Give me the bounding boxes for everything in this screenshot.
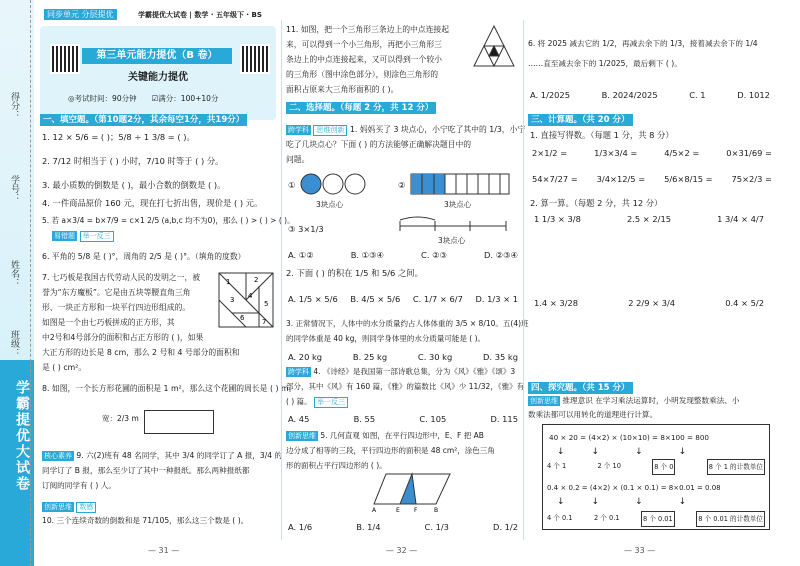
- q5-more-link[interactable]: 举一反三: [80, 231, 114, 242]
- q4-options: A. 45 B. 55 C. 105 D. 115: [288, 414, 518, 424]
- q1-options: A. ①② B. ①③④ C. ②③ D. ②③④: [288, 250, 518, 260]
- page-number-33: — 33 —: [624, 546, 656, 555]
- tangram-num-3: 3: [230, 296, 235, 304]
- q3-fill: 3. 最小质数的倒数是 ( )，最小合数的倒数是 ( )。: [42, 180, 226, 190]
- q10-tag2: 数感: [76, 502, 96, 513]
- svg-text:E: E: [396, 507, 400, 512]
- q2-fill: 2. 7/12 时相当于 ( ) 小时，7/10 时等于 ( ) 分。: [42, 156, 224, 166]
- class-label: 班级：: [9, 330, 19, 357]
- q3-options: A. 20 kg B. 25 kg C. 30 kg D. 35 kg: [288, 352, 518, 362]
- q1-option-2-label: ②: [398, 180, 406, 190]
- q5-fill: 5. 若 a×3/4 = b×7/9 = c×1 2/5 (a,b,c 均不为0)，那么 ( ) > ( ) > ( )。: [42, 216, 295, 225]
- svg-text:B: B: [434, 507, 439, 512]
- q1-caption-2: 3块点心: [444, 200, 472, 209]
- q11-fill: 11. 如图，把一个三角形三条边上的中点连接起 来，可以得到一个小三角形，再把小三角形三 条边上的中点连接起来，又可以得到一个较小 的三角形（图中涂色部分），则涂色三角形的 面积占原来大三角形面积的 ( )。: [286, 25, 450, 94]
- three-circles-figure: [300, 172, 366, 196]
- page-number-32: — 32 —: [386, 546, 418, 555]
- student-id-label: 学号：: [9, 175, 19, 202]
- flowerbed-rectangle: [144, 410, 214, 434]
- tangram-num-4: 4: [248, 292, 253, 300]
- q9-fill: 核心素养 9. 六(2)班有 48 名同学，其中 3/4 的同学订了 A 报，3/4 的 同学订了 B 报，那么至少订了其中一种报纸。那么两种报纸都 订阅的同学有 ( ) 人。: [42, 451, 283, 490]
- q8-width-label: 宽：2/3 m: [102, 414, 139, 423]
- q6-options: A. 1/2025 B. 2024/2025 C. 1 D. 1012: [530, 90, 770, 100]
- explore-intro: 创新思维 推理意识 在学习乘法运算时，小明发现整数乘法、小 数乘法都可以用转化的道理进行计算。: [528, 396, 740, 419]
- direct-calc-row-1: 2×1/2 = 1/3×3/4 = 4/5×2 = 0×31/69 =: [532, 148, 772, 158]
- line-segment-figure: [398, 214, 508, 236]
- q2-options: A. 1/5 × 5/6 B. 4/5 × 5/6 C. 1/7 × 6/7 D. 1/3 × 1: [288, 294, 518, 304]
- unit-tag: 同步单元 分层提优: [44, 9, 117, 20]
- q2-choice: 2. 下面 ( ) 的积在 1/5 和 5/6 之间。: [286, 268, 423, 278]
- q9-tag: 核心素养: [44, 452, 72, 460]
- score-label: 得分：: [9, 92, 19, 119]
- q1-option-1-label: ①: [288, 180, 296, 190]
- transform-example-box: 40 × 20 = (4×2) × (10×10) = 8×100 = 800 ↓ ↓ ↓ ↓ 4 个 1 2 个 10 8 个 0 8 个 1 的计数单位 0.4 × 0.2 = (4×2) × (0.1 × 0.1) = 8×0.01 = 0.08 ↓ ↓ ↓ ↓ 4 个 0.1 2 个 0.1 8 个 0.01 8 个 0.01 的计数单位: [542, 424, 770, 530]
- tangram-num-6: 6: [240, 314, 245, 322]
- q3-choice: 3. 正常情况下，人体中的水分质量约占人体体重的 3/5 × 8/10。五(4)班 的同学体重是 40 kg，则同学身体里的水分质量可能是 ( )。: [286, 319, 529, 343]
- decimal-units: 4 个 0.1 2 个 0.1 8 个 0.01 8 个 0.01 的计数单位: [547, 511, 765, 527]
- compute-row-1: 1 1/3 × 3/8 2.5 × 2/15 1 3/4 × 4/7: [534, 214, 764, 224]
- q5-choice: 创新思维 5. 几何直观 如图，在平行四边形中，E、F 把 AB 边分成了相等的三段，平行四边形的面积是 48 cm²，涂色三角 形的面积占平行四边形的 ( )。: [286, 431, 495, 470]
- tangram-num-7: 7: [262, 318, 267, 326]
- q10-fill: 创新思维 数感 10. 三个连续奇数的倒数和是 71/105，那么这三个数是 ( )。: [42, 503, 249, 525]
- choice-section-heading: 二、选择题。（每题 2 分，共 12 分）: [286, 102, 436, 114]
- compute-row-2: 1.4 × 3/28 2 2/9 × 3/4 0.4 × 5/2: [534, 298, 764, 308]
- direct-calc-heading: 1. 直接写得数。（每题 1 分，共 8 分）: [530, 130, 674, 140]
- tangram-figure: [218, 272, 274, 328]
- page-number-31: — 31 —: [148, 546, 180, 555]
- column-1: [40, 0, 297, 566]
- q1-choice: 跨学科 思维创新 1. 妈妈买了 3 块点心，小宁吃了其中的 1/3，小宁 吃了几块点心？下面 ( ) 的方法能够正确解决题目中的 问题。: [286, 125, 526, 164]
- svg-text:A: A: [372, 507, 377, 512]
- series-vertical-title: 学霸提优大试卷: [14, 380, 30, 492]
- decimal-example: 0.4 × 0.2 = (4×2) × (0.1 × 0.1) = 8×0.01 = 0.08: [547, 484, 721, 492]
- integer-example: 40 × 20 = (4×2) × (10×10) = 8×100 = 800: [549, 433, 709, 442]
- q4-choice: 跨学科 4. 《诗经》是我国第一部诗歌总集，分为《风》《雅》《颂》3 部分，其中《风》有 160 篇，《雅》的篇数比《风》少 11/32，《雅》有 ( ) 篇。 举一反三: [286, 367, 525, 406]
- tangram-num-2: 2: [254, 276, 259, 284]
- calc-section-heading: 三、计算题。（共 20 分）: [528, 114, 633, 126]
- q7-fill: 7. 七巧板是我国古代劳动人民的发明之一，被 誉为“东方魔板”。它是由五块等腰直角三角 形、一块正方形和一块平行四边形组成的。 如图是一个由七巧板拼成的正方形，其 中2号和4号部分的面积和占正方形的 ( )，如果 大正方形的边长是 8 cm，那么 2 号和 4 号部分的面积和 是 ( ) cm²。: [42, 273, 240, 372]
- column-2: [286, 0, 529, 566]
- compute-heading: 2. 算一算。（每题 2 分，共 12 分）: [530, 198, 663, 208]
- q10-tag: 创新思维: [44, 503, 72, 511]
- q4-fill: 4. 一件商品原价 160 元，现在打七折出售，现价是 ( ) 元。: [42, 198, 263, 208]
- parallelogram-figure: [372, 470, 452, 512]
- paper-subtitle: 关键能力提优: [128, 72, 188, 83]
- integer-units: 4 个 1 2 个 10 8 个 0 8 个 1 的计数单位: [547, 459, 765, 475]
- direct-calc-row-2: 54×7/27 = 3/4×12/5 = 5/6×8/15 = 75×2/3 =: [532, 174, 772, 184]
- book-title: 学霸提优大试卷 | 数学 · 五年级下 · BS: [138, 11, 262, 19]
- q1-caption-3: 3块点心: [438, 236, 466, 245]
- tangram-num-1: 1: [226, 278, 231, 286]
- q5-options: A. 1/6 B. 1/4 C. 1/3 D. 1/2: [288, 522, 518, 532]
- q1-option-3-expr: ③ 3×1/3: [288, 224, 324, 234]
- name-label: 姓名：: [9, 260, 19, 287]
- svg-text:F: F: [414, 507, 418, 512]
- fill-section-heading: 一、填空题。（第10题2分，其余每空1分，共19分）: [40, 114, 247, 126]
- exam-meta: ◎考试时间：90分钟 ☑满分：100+10分: [68, 94, 219, 103]
- tangram-num-5: 5: [264, 300, 269, 308]
- q1-fill: 1. 12 × 5/6 = ( )；5/8 ÷ 1 3/8 = ( )。: [42, 132, 195, 142]
- q5-tag: 易错题: [54, 232, 75, 240]
- nested-triangle-figure: [472, 24, 516, 68]
- paper-title: 第三单元能力提优（B 卷）: [82, 48, 232, 64]
- bar-strips-figure: [410, 172, 510, 196]
- q8-fill: 8. 如图，一个长方形花圃的面积是 1 m²，那么这个花圃的周长是 ( ) m。: [42, 384, 297, 393]
- explore-section-heading: 四、探究题。（共 15 分）: [528, 382, 633, 394]
- q6-fill: 6. 平角的 5/8 是 ( )°，周角的 2/5 是 ( )°。（填角的度数）: [42, 252, 246, 261]
- column-3: [528, 0, 796, 566]
- q6-choice: 6. 将 2025 减去它的 1/2，再减去余下的 1/3，接着减去余下的 1/4 ……直至减去余下的 1/2025，最后剩下 ( )。: [528, 39, 758, 68]
- binding-sidebar: [0, 0, 34, 566]
- q1-caption-1: 3块点心: [316, 200, 344, 209]
